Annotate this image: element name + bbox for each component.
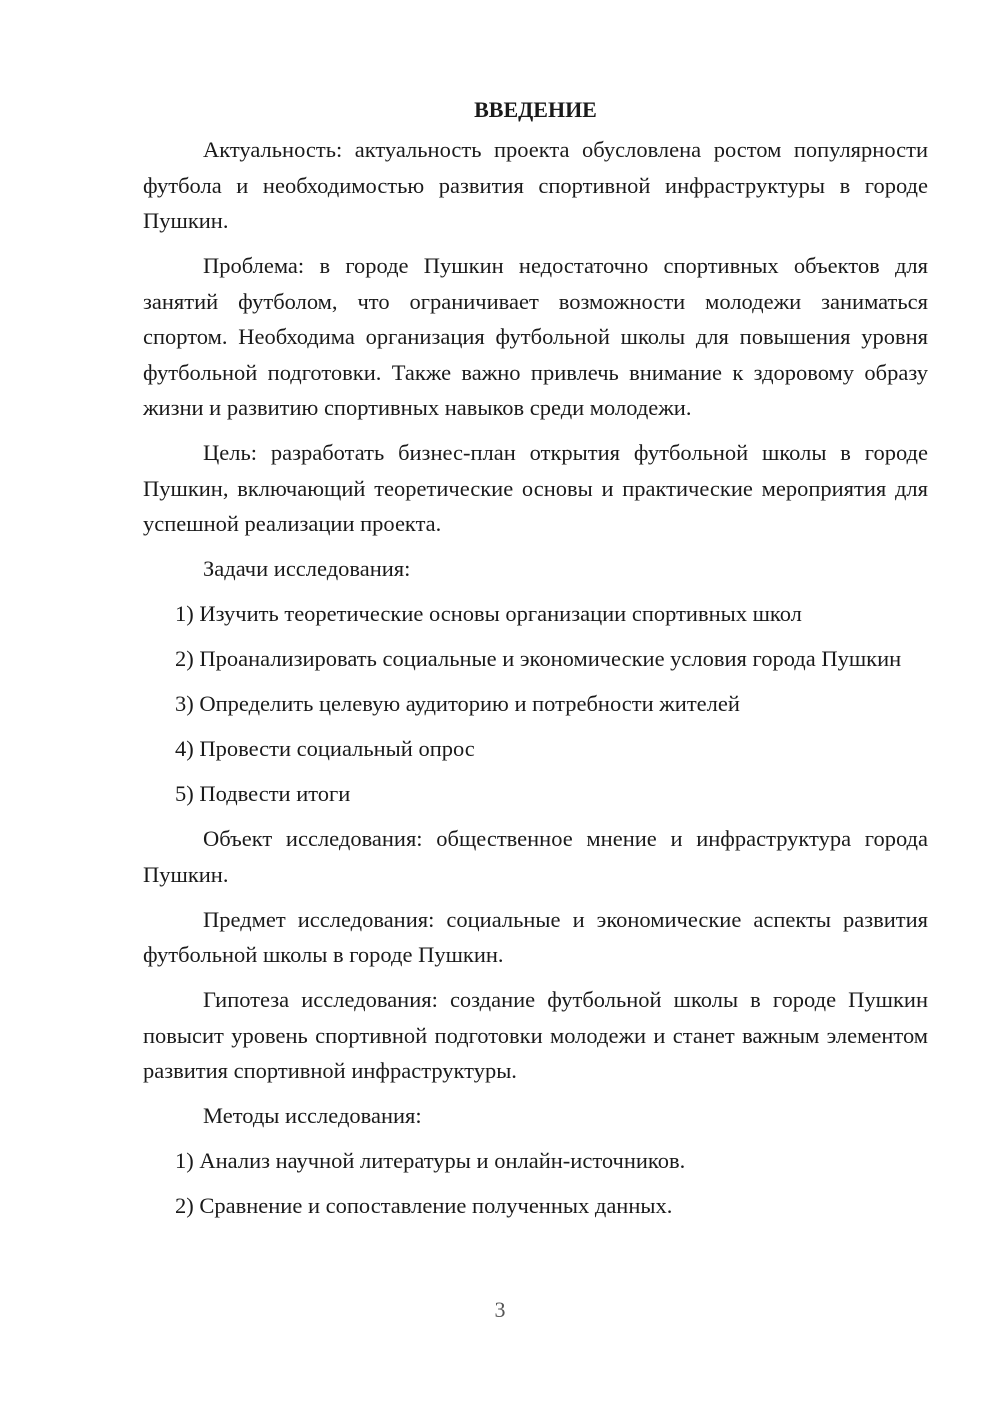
methods-heading: Методы исследования: (203, 1103, 422, 1128)
task-item-3: 3) Определить целевую аудиторию и потребности жителей (175, 691, 740, 716)
document-page (143, 92, 928, 1233)
task-item-5: 5) Подвести итоги (175, 781, 351, 806)
object-paragraph: Объект исследования: общественное мнение и инфраструктура города Пушкин. (143, 826, 928, 887)
problem-paragraph: Проблема: в городе Пушкин недостаточно спортивных объектов для занятий футболом, что ограничивает возможности молодежи заниматься спортом. Необходима организация футбольной школы для повышения уровня футбольной подготовки. Также важно привлечь внимание к здоровому образу жизни и развитию спортивных навыков среди молодежи. (143, 253, 928, 420)
subject-paragraph: Предмет исследования: социальные и экономические аспекты развития футбольной школы в городе Пушкин. (143, 906, 928, 967)
relevance-paragraph: Актуальность: актуальность проекта обусловлена ростом популярности футбола и необходимостью развития спортивной инфраструктуры в городе Пушкин. (143, 137, 928, 233)
task-item-2: 2) Проанализировать социальные и экономические условия города Пушкин (175, 646, 902, 671)
method-item-1: 1) Анализ научной литературы и онлайн-источников. (175, 1148, 686, 1173)
task-item-1: 1) Изучить теоретические основы организации спортивных школ (175, 601, 802, 626)
hypothesis-paragraph: Гипотеза исследования: создание футбольной школы в городе Пушкин повысит уровень спортивной подготовки молодежи и станет важным элементом развития спортивной инфраструктуры. (143, 987, 928, 1083)
task-item-4: 4) Провести социальный опрос (175, 736, 475, 761)
goal-paragraph: Цель: разработать бизнес-план открытия футбольной школы в городе Пушкин, включающий теоретические основы и практические мероприятия для успешной реализации проекта. (143, 440, 928, 536)
tasks-heading: Задачи исследования: (203, 556, 411, 581)
page-number: 3 (494, 1297, 506, 1322)
section-title: ВВЕДЕНИЕ (474, 97, 597, 122)
method-item-2: 2) Сравнение и сопоставление полученных данных. (175, 1193, 673, 1218)
